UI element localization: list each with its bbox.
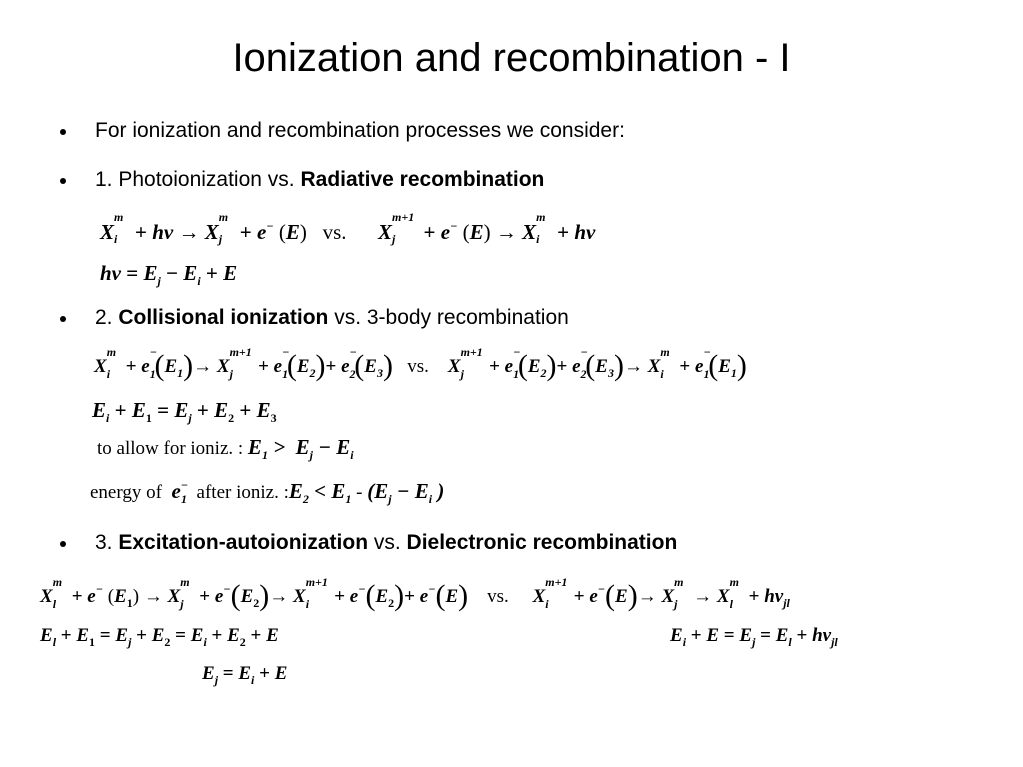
equation-autoionization-energy: $E_l + E_1 = E_j + E_2 = E_i + E_2 + E$ (40, 625, 279, 649)
bullet-text: For ionization and recombination processes we consider: (95, 119, 625, 142)
condition-allow-ionization: to allow for ioniz. : $E_1 > E_j - E_i$ (97, 435, 354, 462)
vs-label: vs. (407, 356, 429, 377)
bullet-dot (60, 129, 66, 135)
condition-energy-after: energy of $e^-_1$ after ioniz. $:E_2 < E_1 - (E_j - E_i$ ) (90, 478, 445, 506)
slide-title: Ionization and recombination - I (232, 36, 791, 80)
equation-collisional-energy: $E_i + E_1 = E_j + E_2 + E_3$ (92, 398, 277, 425)
vs-label: vs. (487, 586, 509, 607)
bullet-dot (60, 178, 66, 184)
equation-autoionization: X m l + e− $(E_1) \to X$ m j + $e^-(E_2)\to X$ m+1 i + $e^-(E_2)+ e^-(E)$ vs. X m+1 i + e−(E)→ X m j → X m l + $h\nu_{jl}$ (40, 575, 790, 612)
vs-label: vs. (322, 220, 347, 244)
bullet-text: 1. Photoionization vs. Radiative recombination (95, 168, 545, 191)
bullet-text: 3. Excitation-autoionization vs. Dielectronic recombination (95, 531, 678, 554)
equation-photoionization: X m i + hν → X m j + e− (E) vs. X m+1 j + e− (E) → X m i + hν (100, 210, 596, 246)
equation-collisional: X m i + e − 1 $(E_1)\to X$ m+1 j + e − 1 $(E_2)+ e$ − 2 $(E_3)$ vs. X m+1 j + e − 1 $(E_2)+ e$ − 2 $(E_3)\to X$ m i + e − 1 $(E_1)$ (94, 345, 747, 382)
equation-photon-energy: $h\nu = E_j - E_i + E$ (100, 261, 238, 288)
bullet-text: 2. Collisional ionization vs. 3-body recombination (95, 306, 569, 329)
bullet-dot (60, 541, 66, 547)
equation-dielectronic-energy: $E_i + E = E_j = E_l + h\nu_{jl}$ (670, 625, 838, 649)
bullet-dot (60, 316, 66, 322)
equation-resonance-energy: $E_j = E_i + E$ (202, 663, 288, 687)
